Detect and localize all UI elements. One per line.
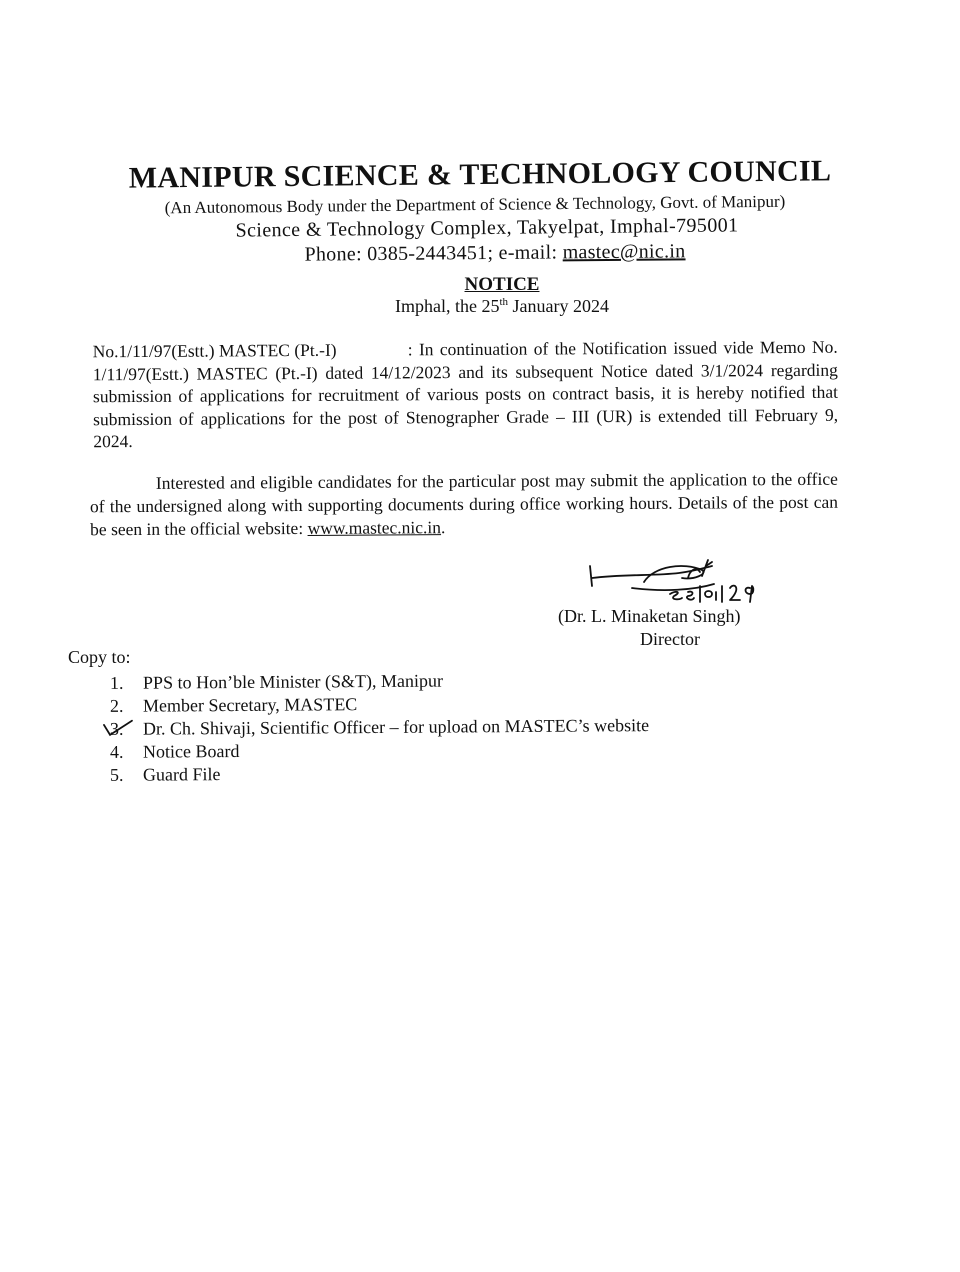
contact-prefix: Phone: 0385-2443451; e-mail: (304, 241, 563, 266)
org-subtitle: (An Autonomous Body under the Department of Science & Technology, Govt. of Manipur) (164, 191, 786, 218)
signatory-name: (Dr. L. Minaketan Singh) (558, 606, 741, 626)
list-item-number: 5. (109, 764, 124, 785)
place-sup: th (499, 296, 509, 308)
place-prefix: Imphal, the 25 (394, 296, 500, 316)
list-item-text: Notice Board (142, 740, 240, 762)
paragraph-1 (93, 336, 839, 453)
handwritten-signature (584, 556, 774, 606)
signature-block (548, 556, 778, 656)
notice-title: NOTICE (464, 274, 540, 295)
email-link[interactable]: mastec@nic.in (562, 240, 686, 264)
list-item-number: 4. (109, 741, 124, 762)
list-item-number: 1. (109, 672, 124, 693)
list-item (110, 760, 649, 787)
list-item-number: 2. (109, 695, 124, 716)
list-item-number: 3. (109, 718, 124, 739)
reference-number: No.1/11/97(Estt.) MASTEC (Pt.-I) (92, 339, 337, 362)
paragraph-1-text: : In continuation of the Notification issued vide Memo No. 1/11/97(Estt.) MASTEC (Pt.-I) dated 14/12/2023 and its subsequent Notice dated 3/1/2024 regarding submission of applications for recruitment of various posts on contract basis, it is hereby notified that submission of applications for the post of Stenographer Grade – III (UR) is extended till February 9, 2024. (92, 336, 839, 452)
list-item-text: Member Secretary, MASTEC (142, 694, 358, 716)
list-item-text: Guard File (142, 764, 221, 785)
list-item-text: Dr. Ch. Shivaji, Scientific Officer – for upload on MASTEC’s website (142, 715, 650, 739)
paragraph-2-end: . (440, 517, 446, 538)
website-link[interactable]: www.mastec.nic.in (307, 517, 442, 538)
copy-to-list (110, 670, 649, 785)
org-address: Science & Technology Complex, Takyelpat, Imphal-795001 (235, 214, 739, 242)
list-item-text: PPS to Hon’ble Minister (S&T), Manipur (142, 670, 444, 693)
place-suffix: January 2024 (508, 296, 610, 316)
copy-to-label: Copy to: (68, 647, 131, 667)
paragraph-2-text: Interested and eligible candidates for the particular post may submit the application to the office of the undersigned along with supporting documents during office working hours. Details of the post can be seen in the official website: (89, 468, 839, 540)
notice-place-date (22, 296, 960, 317)
org-name: MANIPUR SCIENCE & TECHNOLOGY COUNCIL (128, 154, 832, 195)
paragraph-2 (90, 468, 838, 542)
signatory-designation: Director (640, 629, 700, 649)
letterhead (0, 156, 960, 266)
